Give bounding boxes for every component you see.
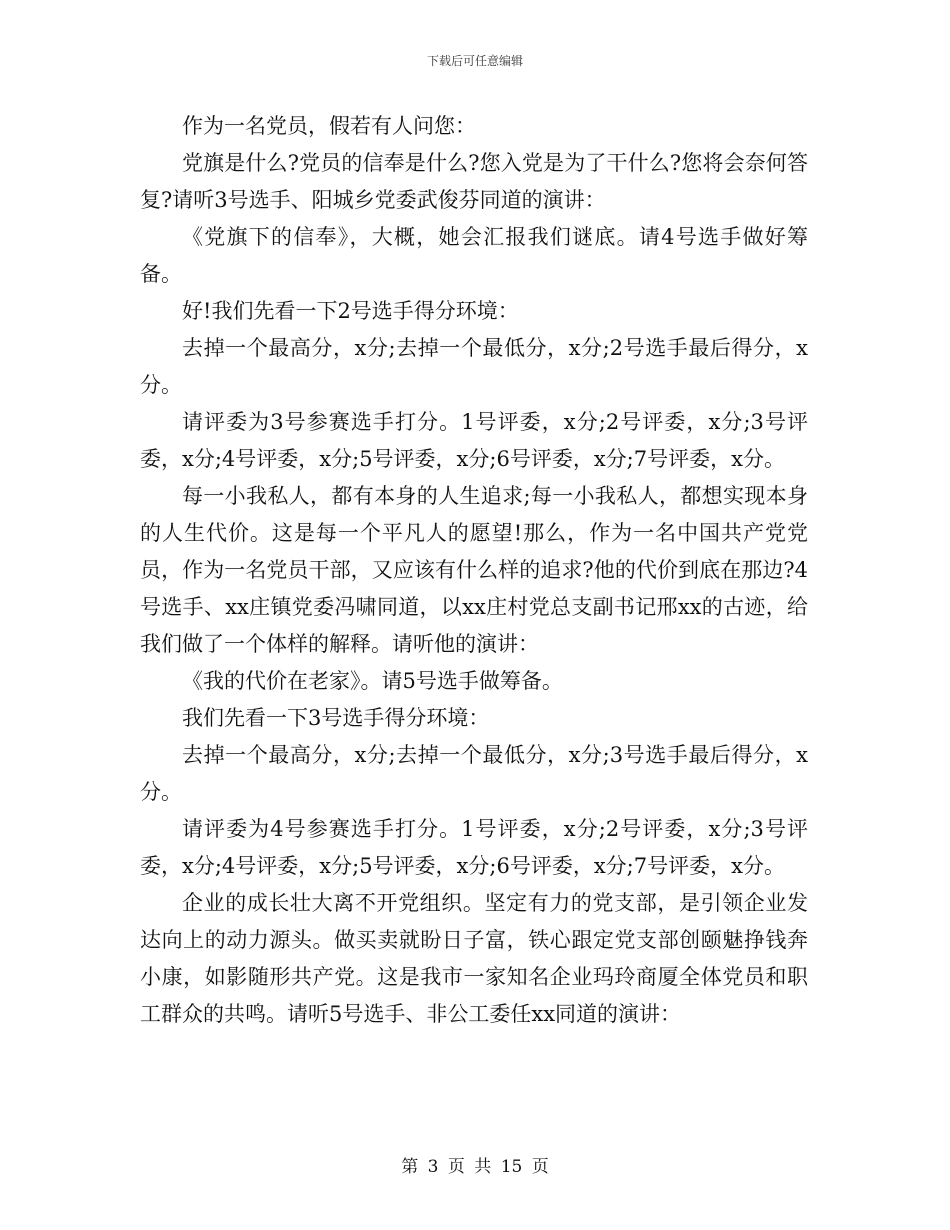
paragraph-2: 党旗是什么?党员的信奉是什么?您入党是为了干什么?您将会奈何答复?请听3号选手、阳城乡党委武俊芬同道的演讲： (140, 151, 808, 212)
paragraph-5: 去掉一个最高分，x分;去掉一个最低分，x分;2号选手最后得分，x分。 (140, 336, 808, 397)
document-body (140, 108, 808, 1033)
paragraph-10: 去掉一个最高分，x分;去掉一个最低分，x分;3号选手最后得分，x分。 (140, 743, 808, 804)
paragraph-1: 作为一名党员，假若有人问您： (182, 114, 476, 138)
page-header: 下载后可任意编辑 (426, 54, 523, 68)
paragraph-9: 我们先看一下3号选手得分环境： (182, 706, 490, 730)
paragraph-11: 请评委为4号参赛选手打分。1号评委，x分;2号评委，x分;3号评委，x分;4号评委，x分;5号评委，x分;6号评委，x分;7号评委，x分。 (140, 817, 808, 878)
paragraph-6: 请评委为3号参赛选手打分。1号评委，x分;2号评委，x分;3号评委，x分;4号评委，x分;5号评委，x分;6号评委，x分;7号评委，x分。 (140, 410, 808, 471)
paragraph-7: 每一小我私人，都有本身的人生追求;每一小我私人，都想实现本身的人生代价。这是每一个平凡人的愿望!那么，作为一名中国共产党党员，作为一名党员干部，又应该有什么样的追求?他的代价到底在那边?4号选手、xx庄镇党委冯啸同道，以xx庄村党总支副书记邢xx的古迹，给我们做了一个体样的解释。请听他的演讲： (140, 484, 808, 656)
paragraph-8: 《我的代价在老家》。请5号选手做筹备。 (182, 669, 563, 693)
paragraph-4: 好!我们先看一下2号选手得分环境： (182, 299, 519, 323)
paragraph-3: 《党旗下的信奉》，大概，她会汇报我们谜底。请4号选手做好筹备。 (140, 225, 808, 286)
paragraph-12: 企业的成长壮大离不开党组织。坚定有力的党支部，是引领企业发达向上的动力源头。做买卖就盼日子富，铁心跟定党支部创颐魅挣钱奔小康，如影随形共产党。这是我市一家知名企业玛玲商厦全体党员和职工群众的共鸣。请听5号选手、非公工委任xx同道的演讲： (140, 891, 808, 1026)
page-footer: 第 3 页 共 15 页 (401, 1157, 549, 1177)
